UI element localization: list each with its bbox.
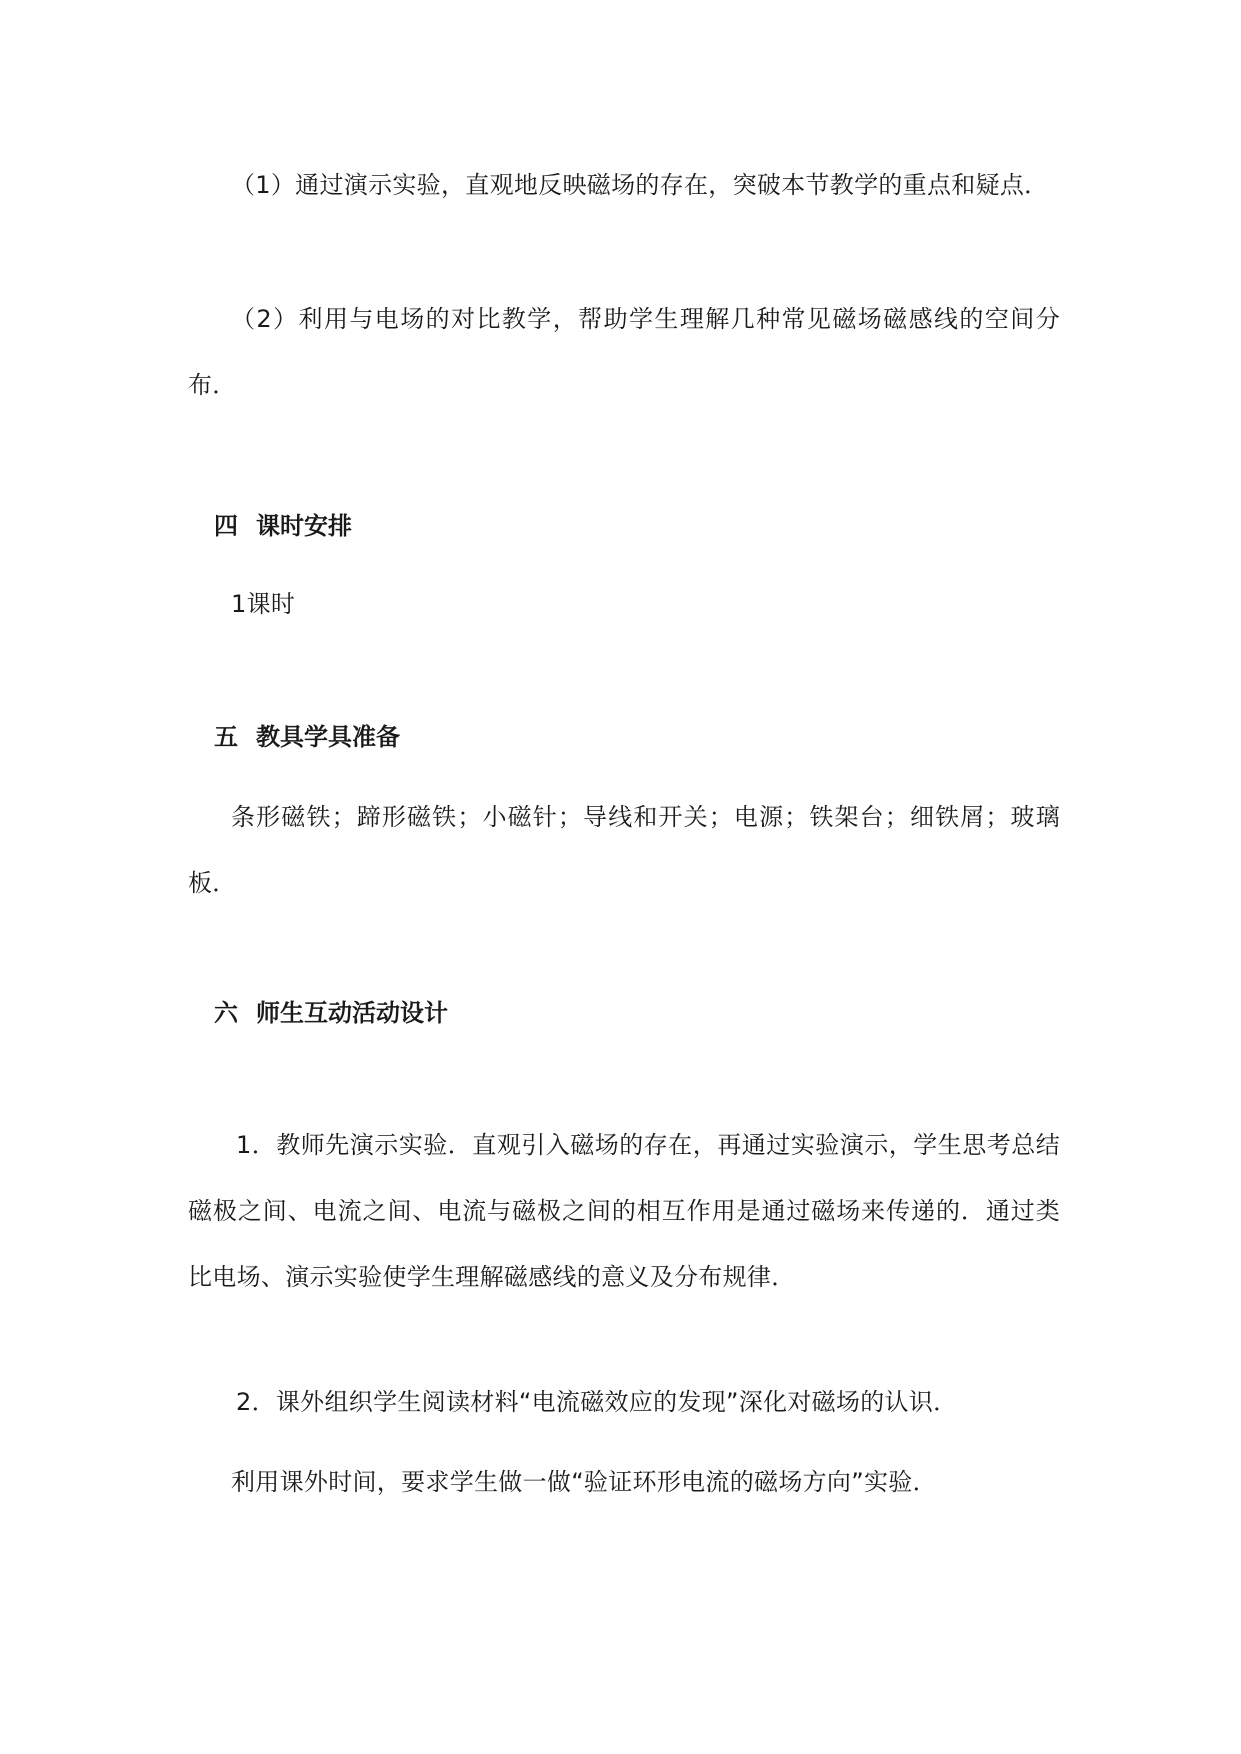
activity-paragraph-3: 利用课外时间，要求学生做一做“验证环形电流的磁场方向”实验． (231, 1468, 937, 1496)
objective-paragraph-1: （1）通过演示实验，直观地反映磁场的存在，突破本节教学的重点和疑点． (231, 171, 1049, 199)
section-title: 师生互动活动设计 (256, 999, 448, 1027)
objective-paragraph-2: （2）利用与电场的对比教学，帮助学生理解几种常见磁场磁感线的空间分布． (188, 305, 1060, 399)
section-heading-interaction-design (214, 997, 448, 1029)
teaching-aids-paragraph: 条形磁铁；蹄形磁铁；小磁针；导线和开关；电源；铁架台；细铁屑；玻璃板． (188, 803, 1060, 897)
section-number: 四 (214, 512, 238, 540)
section-heading-teaching-aids (214, 721, 400, 753)
section-title: 教具学具准备 (256, 723, 400, 751)
class-hours-text: 1课时 (231, 590, 296, 618)
section-title: 课时安排 (256, 512, 352, 540)
section-number: 六 (214, 999, 238, 1027)
section-number: 五 (214, 723, 238, 751)
section-heading-class-hours (214, 510, 352, 542)
activity-paragraph-1: 1．教师先演示实验．直观引入磁场的存在，再通过实验演示，学生思考总结磁极之间、电流之间、电流与磁极之间的相互作用是通过磁场来传递的．通过类比电场、演示实验使学生理解磁感线的意义及分布规律． (188, 1131, 1060, 1291)
activity-paragraph-2: 2．课外组织学生阅读材料“电流磁效应的发现”深化对磁场的认识． (236, 1388, 958, 1416)
